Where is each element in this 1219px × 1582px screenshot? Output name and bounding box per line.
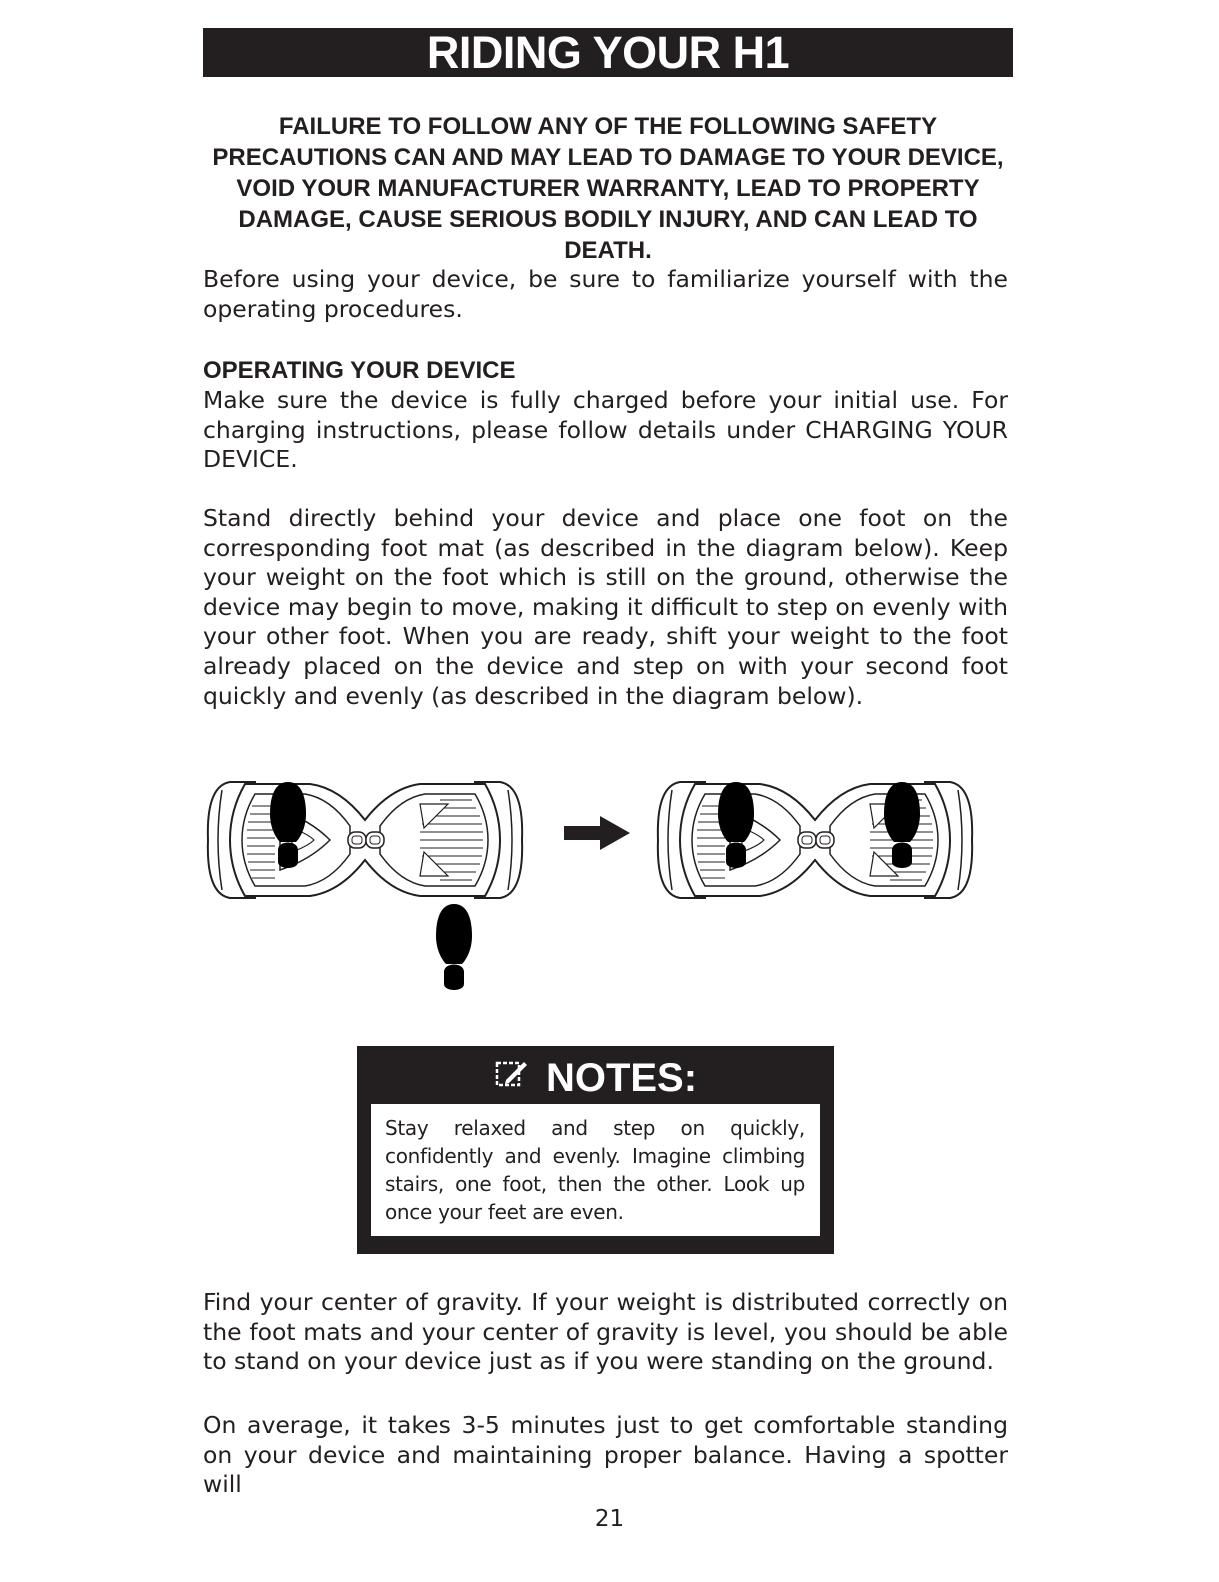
section-heading: OPERATING YOUR DEVICE (203, 357, 516, 384)
footprint-icon (436, 904, 472, 990)
gravity-paragraph: Find your center of gravity. If your weight is distributed correctly on the foot mats and your center of gravity is level, you should be able to stand on your device just as if you were standing on the ground. (203, 1288, 1008, 1376)
standing-paragraph: Stand directly behind your device and place one foot on the corresponding foot mat (as described in the diagram below). Keep your weight on the foot which is still on the ground, otherwise the device may begin to move, making it difficult to step on evenly with your other foot. When you are ready, shift your weight to the foot already placed on the device and step on with your second foot quickly and evenly (as described in the diagram below). (203, 504, 1008, 710)
page-title: RIDING YOUR H1 (203, 28, 1013, 77)
average-paragraph: On average, it takes 3-5 minutes just to get comfortable standing on your device and maintaining proper balance. Having a spotter will (203, 1411, 1008, 1499)
hoverboard-icon (658, 782, 972, 898)
page-number: 21 (594, 1506, 625, 1532)
notes-title: NOTES: (545, 1056, 698, 1100)
notes-box (357, 1046, 834, 1254)
hoverboard-icon (208, 782, 522, 898)
intro-paragraph: Before using your device, be sure to familiarize yourself with the operating procedures. (203, 265, 1008, 323)
mounting-diagram (200, 760, 1000, 1020)
note-edit-icon (494, 1051, 528, 1103)
safety-warning: FAILURE TO FOLLOW ANY OF THE FOLLOWING SAFETY PRECAUTIONS CAN AND MAY LEAD TO DAMAGE TO YOUR DEVICE, VOID YOUR MANUFACTURER WARRANTY, LEAD TO PROPERTY DAMAGE, CAUSE SERIOUS BODILY INJURY, AND CAN LEAD TO DEATH. (212, 113, 1004, 264)
notes-text: Stay relaxed and step on quickly, confidently and evenly. Imagine climbing stairs, one foot, then the other. Look up once your feet are even. (385, 1116, 805, 1224)
arrow-right-icon (564, 816, 630, 850)
charging-paragraph: Make sure the device is fully charged before your initial use. For charging instructions, please follow details under CHARGING YOUR DEVICE. (203, 386, 1008, 474)
